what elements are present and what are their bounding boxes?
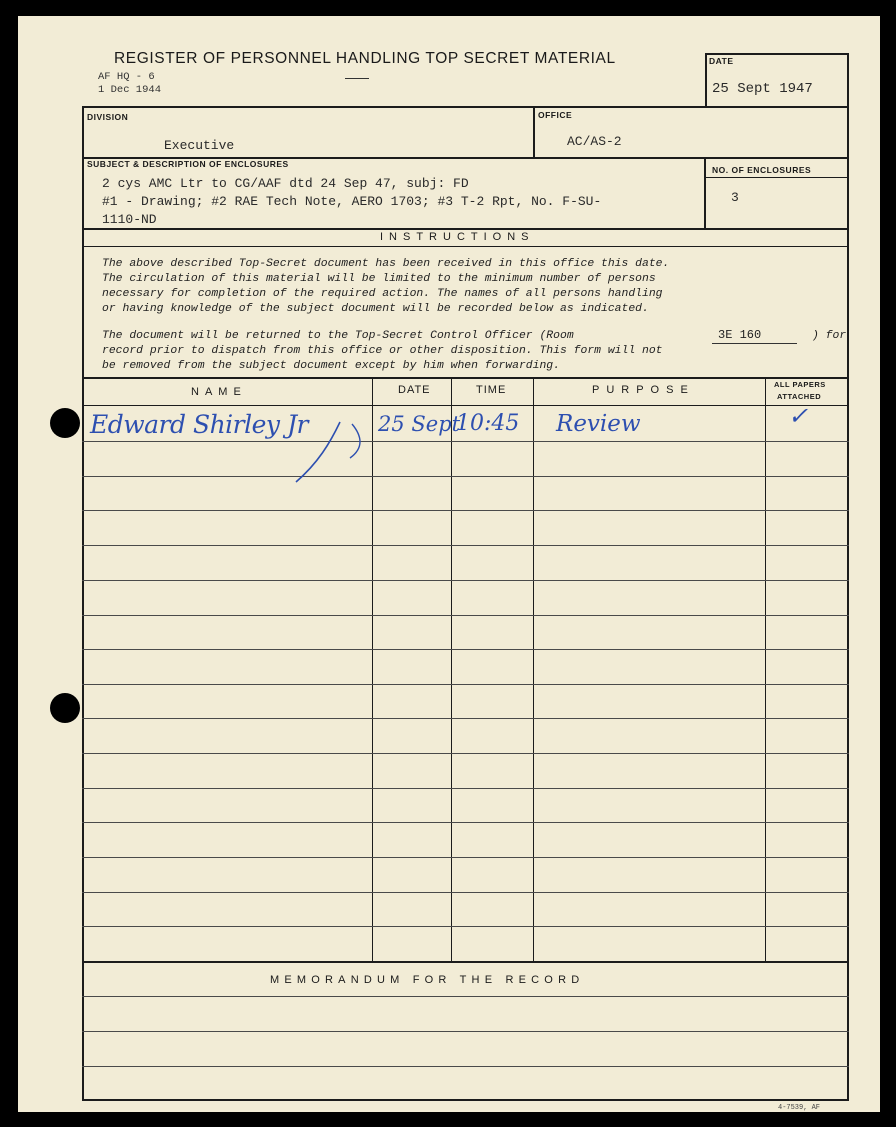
enclosures-value: 3	[731, 190, 739, 205]
instructions-line-3: necessary for completion of the required action. The names of all persons handling	[102, 288, 663, 300]
subject-line-1: 2 cys AMC Ltr to CG/AAF dtd 24 Sep 47, subj: FD	[102, 176, 469, 191]
division-label: DIVISION	[87, 112, 129, 122]
punch-hole-bottom	[50, 693, 80, 723]
footer-form-code: 4-7539, AF	[778, 1104, 821, 1112]
instructions-line-7: be removed from the subject document except by him when forwarding.	[102, 360, 560, 372]
room-number: 3E 160	[718, 328, 762, 342]
form-id: AF HQ - 6	[98, 71, 155, 83]
entry-name: Edward Shirley Jr	[90, 410, 308, 439]
subject-line-3: 1110-ND	[102, 212, 157, 227]
office-value: AC/AS-2	[567, 134, 622, 149]
room-underline	[712, 343, 797, 344]
form-title: REGISTER OF PERSONNEL HANDLING TOP SECRET MATERIAL	[114, 50, 616, 67]
punch-hole-top	[50, 408, 80, 438]
entry-attached-check: ✓	[788, 402, 809, 430]
instructions-line-5-end: ) for	[812, 330, 847, 342]
enclosures-label: NO. OF ENCLOSURES	[712, 165, 812, 175]
instructions-line-6: record prior to dispatch from this office or other disposition. This form will not	[102, 345, 663, 357]
entry-date: 25 Sept	[378, 412, 461, 436]
column-time-header: TIME	[476, 384, 507, 396]
instructions-line-5: The document will be returned to the Top-Secret Control Officer (Room	[102, 330, 574, 342]
division-value: Executive	[164, 138, 235, 153]
instructions-heading: INSTRUCTIONS	[380, 231, 535, 243]
column-attached-header-2: ATTACHED	[777, 392, 822, 401]
column-attached-header-1: ALL PAPERS	[774, 380, 826, 389]
subject-label: SUBJECT & DESCRIPTION OF ENCLOSURES	[87, 159, 289, 169]
instructions-line-1: The above described Top-Secret document has been received in this office this date.	[102, 258, 670, 270]
column-date-header: DATE	[398, 384, 431, 396]
instructions-line-2: The circulation of this material will be limited to the minimum number of persons	[102, 273, 656, 285]
entry-time: 10:45	[456, 411, 520, 436]
instructions-line-4: or having knowledge of the subject document will be recorded below as indicated.	[102, 303, 649, 315]
office-label: OFFICE	[538, 110, 573, 120]
entry-purpose: Review	[556, 411, 641, 437]
signature-flourish	[290, 418, 380, 488]
title-dash	[345, 78, 369, 79]
column-name-header: NAME	[191, 386, 247, 398]
date-value: 25 Sept 1947	[712, 81, 813, 97]
column-purpose-header: PURPOSE	[592, 384, 695, 396]
memorandum-heading: MEMORANDUM FOR THE RECORD	[270, 974, 585, 986]
subject-line-2: #1 - Drawing; #2 RAE Tech Note, AERO 1703; #3 T-2 Rpt, No. F-SU-	[102, 194, 602, 209]
date-label: DATE	[709, 56, 734, 66]
form-date: 1 Dec 1944	[98, 84, 162, 96]
